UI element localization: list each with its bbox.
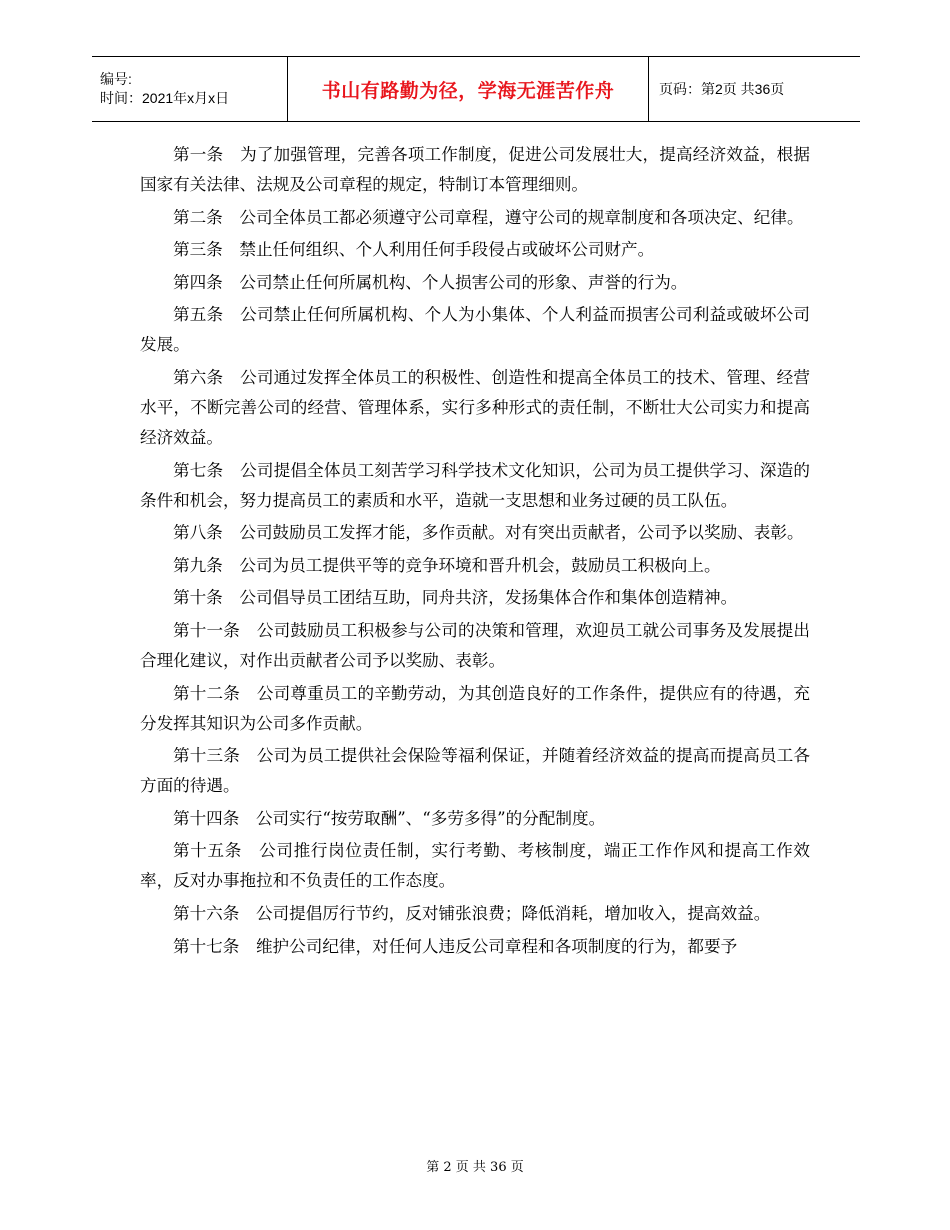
article-5: 第五条 公司禁止任何所属机构、个人为小集体、个人利益而损害公司利益或破坏公司发展。: [140, 305, 810, 355]
header-page-info: 页码：第2页 共36页: [659, 81, 785, 97]
article-8: 第八条 公司鼓励员工发挥才能，多作贡献。对有突出贡献者，公司予以奖励、表彰。: [173, 523, 804, 543]
header-motto: 书山有路勤为径，学海无涯苦作舟: [287, 57, 649, 121]
article-6: 第六条 公司通过发挥全体员工的积极性、创造性和提高全体员工的技术、管理、经营水平，不断完善公司的经营、管理体系，实行多种形式的责任制，不断壮大公司实力和提高经济效益。: [140, 367, 810, 447]
article-1: 第一条 为了加强管理，完善各项工作制度，促进公司发展壮大，提高经济效益，根据国家有关法律、法规及公司章程的规定，特制订本管理细则。: [140, 145, 810, 194]
article-12: 第十二条 公司尊重员工的辛勤劳动，为其创造良好的工作条件，提供应有的待遇，充分发挥其知识为公司多作贡献。: [140, 683, 810, 733]
article-4: 第四条 公司禁止任何所属机构、个人损害公司的形象、声誉的行为。: [173, 272, 688, 292]
header-meta: [92, 57, 287, 121]
article-14: 第十四条 公司实行“按劳取酬”、“多劳多得”的分配制度。: [173, 808, 606, 828]
article-2: 第二条 公司全体员工都必须遵守公司章程，遵守公司的规章制度和各项决定、纪律。: [173, 207, 804, 227]
article-17: 第十七条 维护公司纪律，对任何人违反公司章程和各项制度的行为，都要予: [173, 936, 738, 956]
article-13: 第十三条 公司为员工提供社会保险等福利保证，并随着经济效益的提高而提高员工各方面的待遇。: [140, 746, 810, 796]
article-11: 第十一条 公司鼓励员工积极参与公司的决策和管理，欢迎员工就公司事务及发展提出合理化建议，对作出贡献者公司予以奖励、表彰。: [140, 620, 810, 670]
time-label: 时间：2021年x月x日: [100, 90, 230, 106]
article-15: 第十五条 公司推行岗位责任制，实行考勤、考核制度，端正工作作风和提高工作效率，反对办事拖拉和不负责任的工作态度。: [140, 841, 810, 891]
article-7: 第七条 公司提倡全体员工刻苦学习科学技术文化知识，公司为员工提供学习、深造的条件和机会，努力提高员工的素质和水平，造就一支思想和业务过硬的员工队伍。: [140, 460, 810, 510]
document-body: [140, 140, 810, 964]
article-10: 第十条 公司倡导员工团结互助，同舟共济，发扬集体合作和集体创造精神。: [173, 588, 738, 608]
article-16: 第十六条 公司提倡厉行节约，反对铺张浪费；降低消耗，增加收入，提高效益。: [173, 903, 771, 923]
code-label: 编号:: [100, 71, 132, 87]
page-header: [92, 56, 860, 122]
article-3: 第三条 禁止任何组织、个人利用任何手段侵占或破坏公司财产。: [173, 240, 655, 260]
article-9: 第九条 公司为员工提供平等的竞争环境和晋升机会，鼓励员工积极向上。: [173, 555, 721, 575]
page-footer: 第 2 页 共 36 页: [426, 1160, 524, 1175]
